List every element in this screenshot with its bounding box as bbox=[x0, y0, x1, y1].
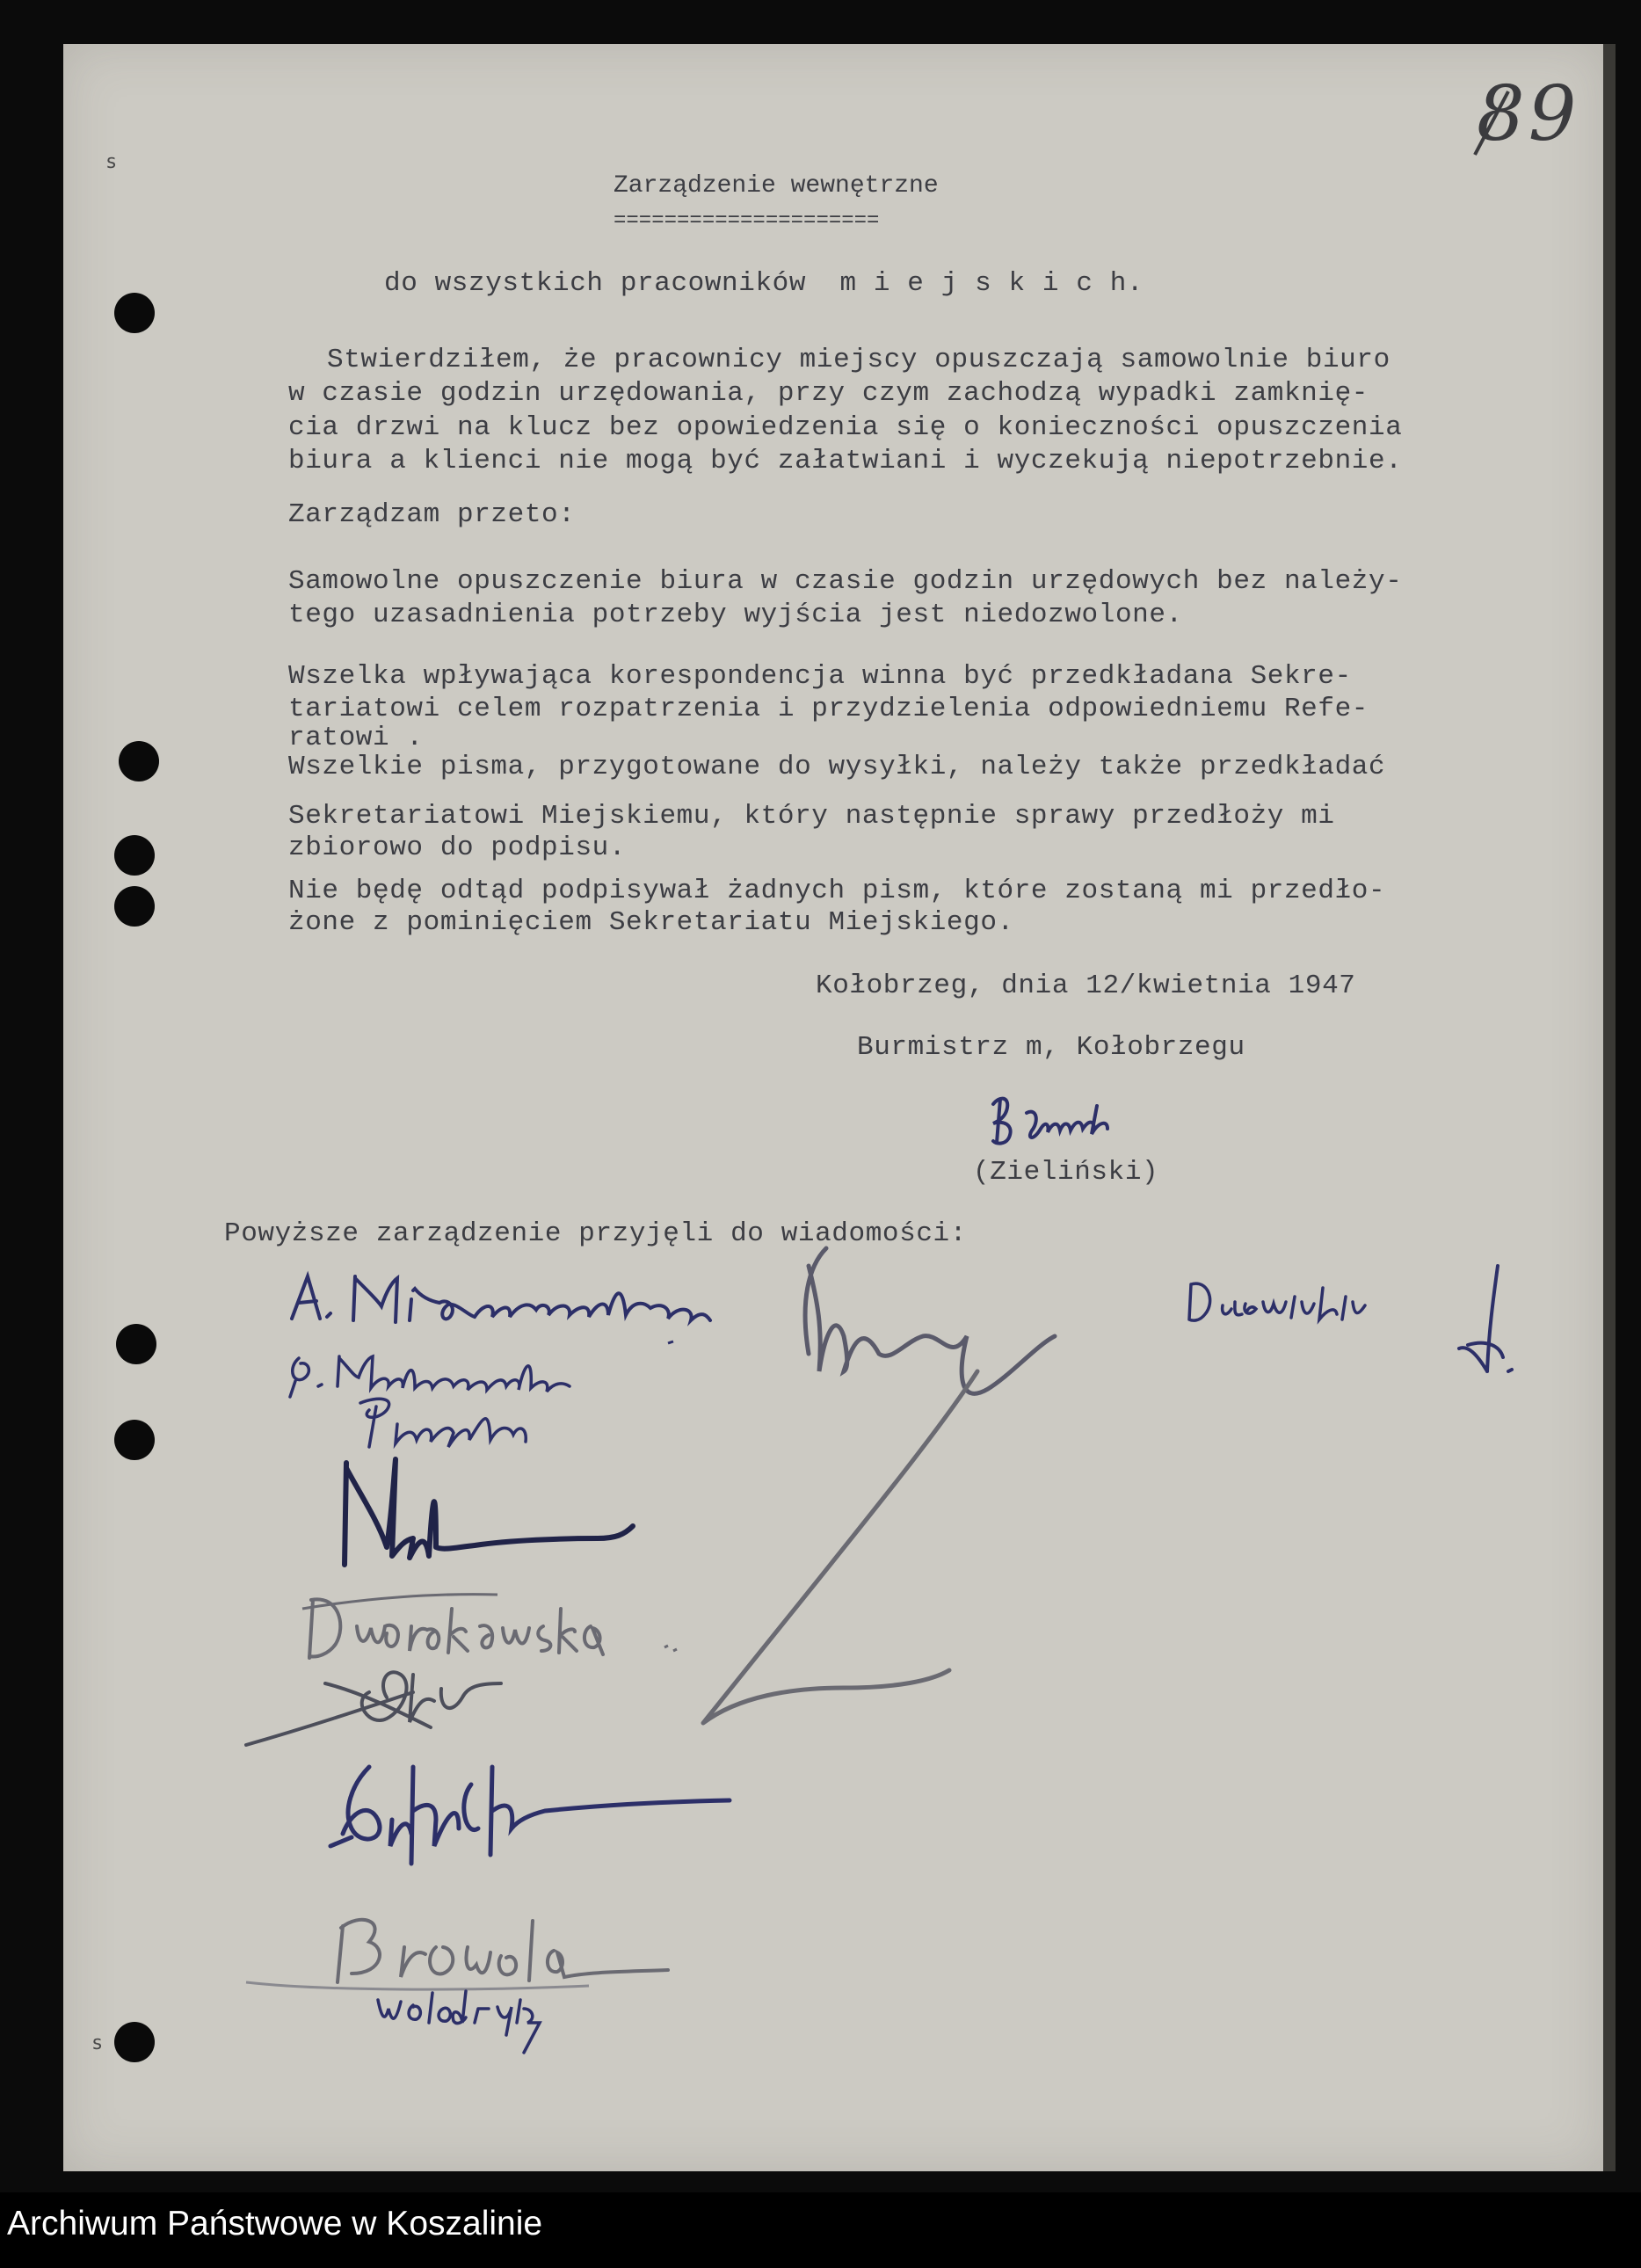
paper-speck: s bbox=[91, 2032, 104, 2054]
paragraph5-line2: żone z pominięciem Sekretariatu Miejskiego. bbox=[288, 907, 1014, 938]
paragraph3-line1: Wszelka wpływająca korespondencja winna być przedkładana Sekre- bbox=[288, 661, 1352, 692]
punch-hole bbox=[114, 835, 155, 876]
title-underline: ===================== bbox=[614, 209, 880, 233]
paragraph5-line1: Nie będę odtąd podpisywał żadnych pism, które zostaną mi przedło- bbox=[288, 876, 1386, 906]
signature-sixth bbox=[316, 1749, 738, 1872]
signature-dziewinski bbox=[1182, 1270, 1376, 1332]
paragraph3-line2: tariatowi celem rozpatrzenia i przydzielenia odpowiedniemu Refe- bbox=[288, 694, 1369, 724]
order-intro: Zarządzam przeto: bbox=[288, 499, 576, 530]
paragraph4-line2: Sekretariatowi Miejskiemu, który następnie sprawy przedłoży mi bbox=[288, 801, 1335, 832]
paragraph1-line2: w czasie godzin urzędowania, przy czym zachodzą wypadki zamknię- bbox=[288, 378, 1369, 409]
punch-hole bbox=[119, 741, 159, 781]
paragraph1-line4: biura a klienci nie mogą być załatwiani i wyczekują niepotrzebnie. bbox=[288, 446, 1403, 476]
page-number: 89 bbox=[1477, 70, 1580, 158]
mayor-signature bbox=[984, 1087, 1213, 1166]
signature-brorola bbox=[237, 1903, 721, 1991]
punch-hole bbox=[116, 1324, 156, 1364]
addressee-line: do wszystkich pracowników m i e j s k i c h. bbox=[384, 268, 1144, 299]
page-number-strike bbox=[1466, 84, 1519, 164]
paragraph3-line3: ratowi . bbox=[288, 723, 424, 753]
punch-hole bbox=[114, 886, 155, 927]
paragraph1-line1: Stwierdziłem, że pracownicy miejscy opuszczają samowolnie biuro bbox=[327, 345, 1390, 375]
signature-initial bbox=[1450, 1257, 1521, 1398]
page-edge bbox=[1603, 44, 1616, 2171]
document-title: Zarządzenie wewnętrzne bbox=[614, 172, 939, 200]
signature-fourth bbox=[334, 1442, 650, 1574]
paragraph4-line3: zbiorowo do podpisu. bbox=[288, 832, 627, 863]
archive-footer-bar bbox=[0, 2192, 1641, 2268]
paragraph2-line1: Samowolne opuszczenie biura w czasie godzin urzędowych bez należy- bbox=[288, 566, 1403, 597]
punch-hole bbox=[114, 2022, 155, 2062]
place-and-date: Kołobrzeg, dnia 12/kwietnia 1947 bbox=[816, 970, 1356, 1001]
paragraph2-line2: tego uzasadnienia potrzeby wyjścia jest niedozwolone. bbox=[288, 600, 1183, 630]
signatory-name: (Zieliński) bbox=[973, 1157, 1159, 1188]
paper-speck: s bbox=[105, 151, 118, 173]
paragraph4-line1: Wszelkie pisma, przygotowane do wysyłki, należy także przedkładać bbox=[288, 752, 1386, 782]
punch-hole bbox=[114, 293, 155, 333]
paragraph1-line3: cia drzwi na klucz bez opowiedzenia się o konieczności opuszczenia bbox=[288, 412, 1403, 443]
signature-wlodarczyk bbox=[369, 1982, 563, 2070]
signatory-title: Burmistrz m, Kołobrzegu bbox=[857, 1032, 1245, 1063]
acknowledgement-line: Powyższe zarządzenie przyjęli do wiadomości: bbox=[224, 1218, 967, 1249]
signature-mlodzuszewska bbox=[281, 1266, 721, 1345]
punch-hole bbox=[114, 1420, 155, 1460]
signature-fifth bbox=[237, 1648, 545, 1763]
archive-name: Archiwum Państwowe w Koszalinie bbox=[7, 2205, 543, 2243]
